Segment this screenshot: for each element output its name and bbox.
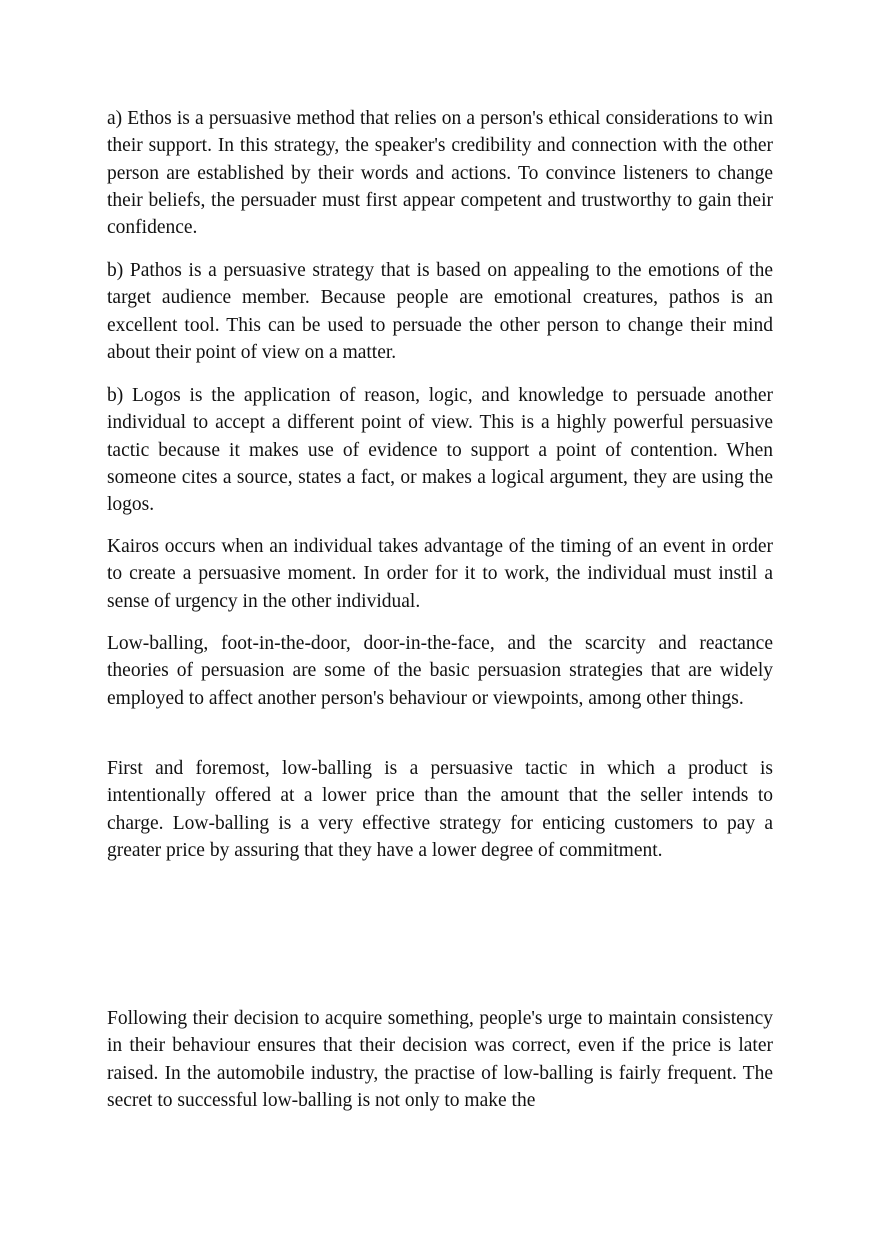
paragraph-kairos: Kairos occurs when an individual takes advantage of the timing of an event in order to create a persuasive moment. In order for it to work, the individual must instil a sense of urgency in the other individual. [107,536,773,612]
paragraph-consistency: Following their decision to acquire something, people's urge to maintain consistency in their behaviour ensures that their decision was correct, even if the price is later raised. In the automobile industry, the practise of low-balling is fairly frequent. The secret to successful low-balling is not only to make the [107,1008,773,1111]
paragraph-strategies: Low-balling, foot-in-the-door, door-in-the-face, and the scarcity and reactance theories of persuasion are some of the basic persuasion strategies that are widely employed to affect another person's behaviour or viewpoints, among other things. [107,633,773,709]
paragraph-ethos: a) Ethos is a persuasive method that relies on a person's ethical considerations to win their support. In this strategy, the speaker's credibility and connection with the other person are established by their words and actions. To convince listeners to change their beliefs, the persuader must first appear competent and trustworthy to gain their confidence. [107,108,773,239]
paragraph-pathos: b) Pathos is a persuasive strategy that is based on appealing to the emotions of the target audience member. Because people are emotional creatures, pathos is an excellent tool. This can be used to persuade the other person to change their mind about their point of view on a matter. [107,260,773,363]
paragraph-low-balling: First and foremost, low-balling is a persuasive tactic in which a product is intentionally offered at a lower price than the amount that the seller intends to charge. Low-balling is a very effective strategy for enticing customers to pay a greater price by assuring that they have a lower degree of commitment. [107,758,773,861]
paragraph-logos: b) Logos is the application of reason, logic, and knowledge to persuade another individual to accept a different point of view. This is a highly powerful persuasive tactic because it makes use of evidence to support a point of contention. When someone cites a source, states a fact, or makes a logical argument, they are using the logos. [107,385,773,516]
